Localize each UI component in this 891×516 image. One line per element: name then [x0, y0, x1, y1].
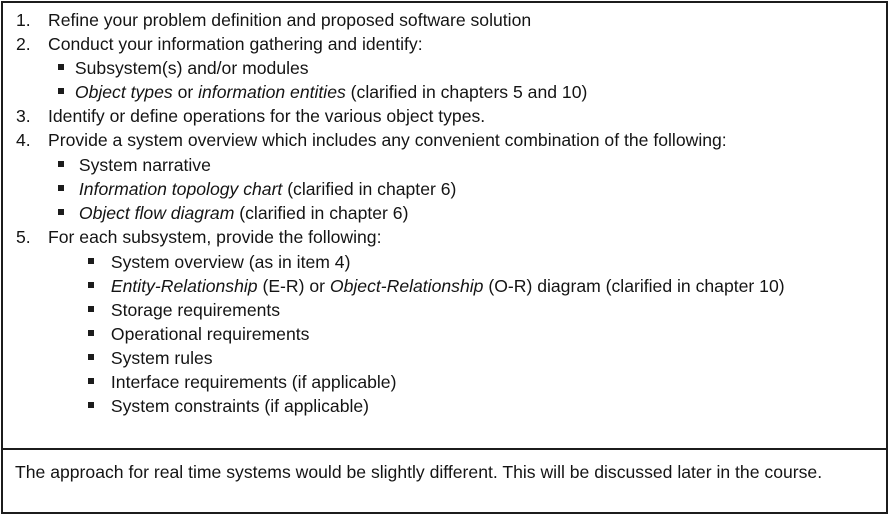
bullet-square-icon — [88, 330, 94, 336]
bullet-text: Information topology chart (clarified in chapter 6) — [78, 179, 457, 199]
step-text: Conduct your information gathering and identify: — [48, 34, 423, 54]
step-text: For each subsystem, provide the following: — [48, 227, 382, 247]
bullet-item — [58, 178, 456, 200]
bullet-square-icon — [88, 306, 94, 312]
bullet-item — [58, 57, 309, 79]
bullet-square-icon — [88, 258, 94, 264]
bullet-item — [88, 323, 309, 345]
bullet-square-icon — [58, 161, 64, 167]
bullet-square-icon — [88, 354, 94, 360]
step-text: Provide a system overview which includes any convenient combination of the following: — [48, 130, 727, 150]
bullet-item — [88, 371, 396, 393]
step-text: Refine your problem definition and proposed software solution — [48, 10, 532, 30]
bullet-square-icon — [58, 209, 64, 215]
bullet-square-icon — [88, 378, 94, 384]
step-number: 1. — [16, 10, 31, 30]
bullet-text: System overview (as in item 4) — [110, 252, 351, 272]
bullet-square-icon — [58, 185, 64, 191]
bullet-text: Interface requirements (if applicable) — [110, 372, 397, 392]
bullet-square-icon — [88, 402, 94, 408]
bullet-item — [58, 202, 408, 224]
bullet-text: Object flow diagram (clarified in chapter 6) — [78, 203, 409, 223]
bullet-text: Object types or information entities (clarified in chapters 5 and 10) — [74, 82, 588, 102]
bullet-item — [58, 81, 587, 103]
step-text: Identify or define operations for the various object types. — [48, 106, 486, 126]
bullet-text: System rules — [110, 348, 213, 368]
bullet-square-icon — [58, 88, 64, 94]
bullet-item — [88, 275, 785, 297]
bullet-text: System narrative — [78, 155, 211, 175]
bullet-item — [58, 154, 211, 176]
bullet-text: Operational requirements — [110, 324, 310, 344]
bullet-text: System constraints (if applicable) — [110, 396, 370, 416]
bullet-square-icon — [58, 64, 64, 70]
bullet-item — [88, 347, 213, 369]
bullet-text: Storage requirements — [110, 300, 281, 320]
step-number: 3. — [16, 106, 31, 126]
footnote-text: The approach for real time systems would be slightly different. This will be discussed later in the course. — [15, 462, 823, 482]
step-number: 2. — [16, 34, 31, 54]
bullet-item — [88, 299, 280, 321]
bullet-item — [88, 395, 369, 417]
bullet-text: Entity-Relationship (E-R) or Object-Relationship (O-R) diagram (clarified in chapter 10) — [110, 276, 785, 296]
bullet-square-icon — [88, 282, 94, 288]
bullet-item — [88, 251, 350, 273]
step-number: 4. — [16, 130, 31, 150]
bullet-text: Subsystem(s) and/or modules — [74, 58, 309, 78]
step-number: 5. — [16, 227, 31, 247]
